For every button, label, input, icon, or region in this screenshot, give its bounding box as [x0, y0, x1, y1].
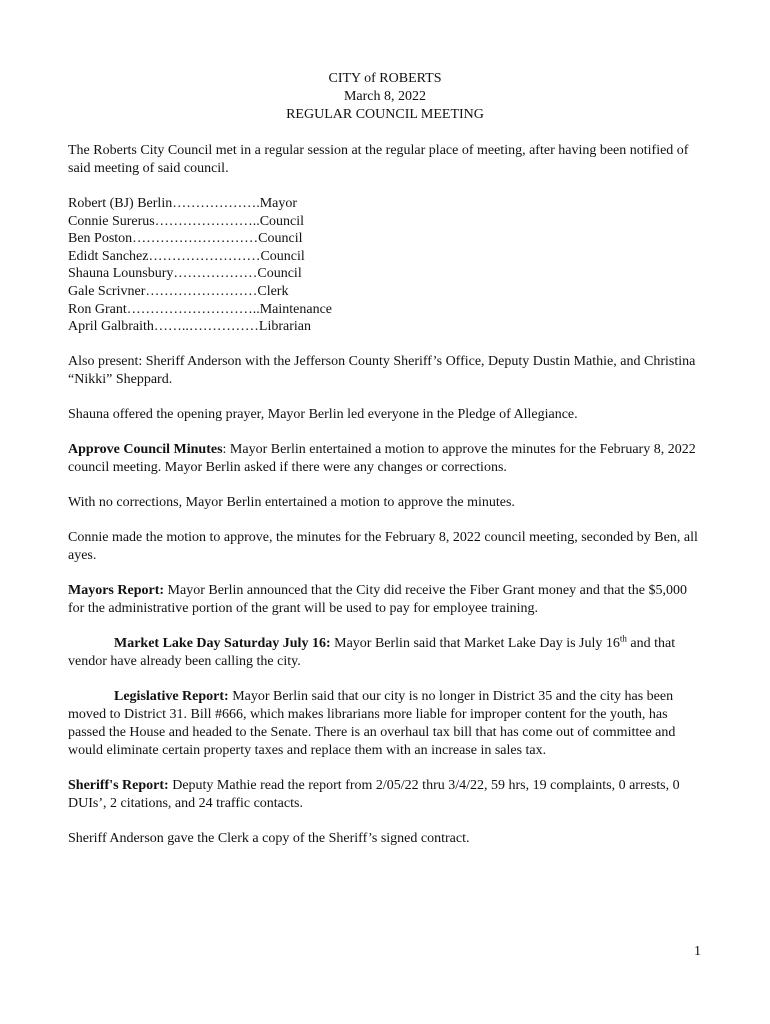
mayors-report-heading: Mayors Report:	[68, 582, 165, 598]
meeting-title: REGULAR COUNCIL MEETING	[286, 107, 484, 122]
intro-paragraph: The Roberts City Council met in a regular session at the regular place of meeting, after having been notified of said meeting of said council.	[68, 143, 689, 176]
legislative-report-heading: Legislative Report:	[114, 688, 229, 704]
legislative-report-text: Mayor Berlin said that our city is no longer in District 35 and the city has been moved to District 31. Bill #666, which makes librarians more liable for improper content for the youth, has passed the House and headed to the Senate. There is an overhaul tax bill that has come out of committee and would eliminate certain property taxes and replace them with an increase in sales tax.	[68, 688, 676, 758]
legislative-report-paragraph	[68, 688, 703, 760]
page-number: 1	[694, 944, 701, 959]
attendance-roster	[68, 195, 703, 336]
roster-row: Connie Surerus…………………..Council	[68, 213, 305, 229]
ordinal-suffix: th	[619, 633, 627, 644]
roster-row: Ben Poston………………………Council	[68, 231, 303, 247]
no-corrections-paragraph: With no corrections, Mayor Berlin entertained a motion to approve the minutes.	[68, 494, 515, 510]
mayors-report-text: Mayor Berlin announced that the City did receive the Fiber Grant money and that the $5,000 for the administrative portion of the grant will be used to pay for employee training.	[68, 582, 687, 616]
roster-row: Gale Scrivner……………………Clerk	[68, 283, 289, 299]
market-lake-heading: Market Lake Day Saturday July 16:	[114, 635, 331, 651]
market-lake-text-end: and that vendor have already been calling the city.	[68, 635, 676, 669]
market-lake-paragraph	[68, 635, 703, 671]
also-present-paragraph: Also present: Sheriff Anderson with the Jefferson County Sheriff’s Office, Deputy Dustin Mathie, and Christina “Nikki” Sheppard.	[68, 353, 696, 387]
approve-minutes-paragraph	[68, 441, 703, 477]
meeting-date: March 8, 2022	[343, 89, 427, 104]
document-body	[68, 142, 703, 865]
city-title: CITY of ROBERTS	[328, 71, 442, 86]
document-header	[0, 70, 770, 124]
contract-paragraph: Sheriff Anderson gave the Clerk a copy of the Sheriff’s signed contract.	[68, 830, 470, 846]
sheriffs-report-text: Deputy Mathie read the report from 2/05/22 thru 3/4/22, 59 hrs, 19 complaints, 0 arrests, 0 DUIs’, 2 citations, and 24 traffic contacts.	[68, 777, 680, 811]
roster-row: Robert (BJ) Berlin……………….Mayor	[68, 196, 298, 211]
prayer-paragraph: Shauna offered the opening prayer, Mayor Berlin led everyone in the Pledge of Allegiance.	[68, 406, 578, 422]
roster-row: Edidt Sanchez……………………Council	[68, 248, 305, 264]
approve-minutes-heading: Approve Council Minutes	[68, 441, 223, 457]
sheriffs-report-paragraph	[68, 777, 703, 813]
sheriffs-report-heading: Sheriff's Report:	[68, 777, 169, 793]
market-lake-text: Mayor Berlin said that Market Lake Day is July 16	[330, 635, 620, 651]
roster-row: April Galbraith……..……………Librarian	[68, 319, 312, 335]
roster-row: Shauna Lounsbury………………Council	[68, 266, 302, 282]
approve-minutes-text: : Mayor Berlin entertained a motion to approve the minutes for the February 8, 2022 council meeting. Mayor Berlin asked if there were any changes or corrections.	[68, 441, 696, 475]
roster-row: Ron Grant………………………..Maintenance	[68, 301, 333, 317]
mayors-report-paragraph	[68, 582, 703, 618]
motion-paragraph: Connie made the motion to approve, the minutes for the February 8, 2022 council meeting, seconded by Ben, all ayes.	[68, 529, 698, 563]
